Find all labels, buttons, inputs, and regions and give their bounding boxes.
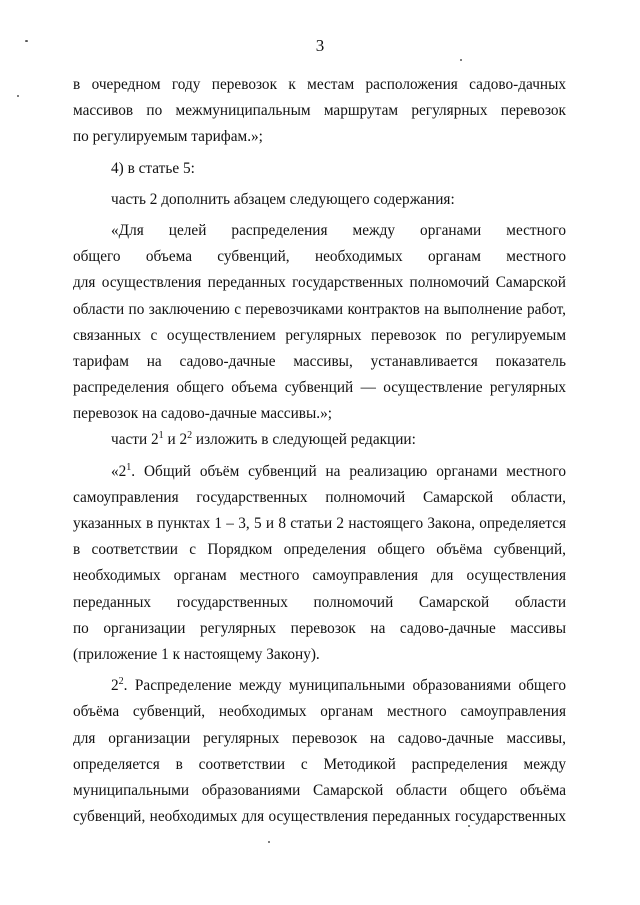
- text-line: объёма субвенций, необходимых органам местного самоуправления: [73, 703, 566, 721]
- page-number: 3: [315, 36, 325, 55]
- text-line: в очередном году перевозок к местам расположения садово-дачных: [73, 76, 566, 93]
- text-line: $2^2$. Распределение между муниципальными образованиями общего: [111, 676, 566, 695]
- text-line: переданных государственных полномочий Самарской области: [73, 593, 566, 611]
- text-line: 4) в статье 5:: [111, 159, 195, 177]
- text-line: субвенций, необходимых для осуществления переданных государственных: [73, 808, 566, 826]
- text-line: для осуществления переданных государственных полномочий Самарской: [73, 274, 566, 292]
- text-line: «Для целей распределения между органами местного: [111, 221, 566, 239]
- text-line: части $2^1$ и $2^2$ изложить в следующей редакции:: [111, 430, 416, 449]
- text-line: часть 2 дополнить абзацем следующего содержания:: [111, 190, 455, 208]
- text-line: необходимых органам местного самоуправления для осуществления: [73, 567, 566, 585]
- text-line: тарифам на садово-дачные массивы, устанавливается показатель: [73, 352, 566, 370]
- text-line: указанных в пунктах 1 – 3, 5 и 8 статьи 2 настоящего Закона, определяется: [73, 515, 566, 532]
- text-line: распределения общего объема субвенций — осуществление регулярных: [73, 379, 566, 397]
- text-line: определяется в соответствии с Методикой распределения между: [73, 755, 566, 773]
- text-line: области по заключению с перевозчиками контрактов на выполнение работ,: [73, 300, 566, 318]
- text-line: самоуправления государственных полномочий Самарской области,: [73, 488, 566, 506]
- text-line: (приложение 1 к настоящему Закону).: [73, 645, 320, 663]
- text-line: по организации регулярных перевозок на садово-дачные массивы: [73, 619, 566, 637]
- body-text: [73, 72, 566, 830]
- text-line: массивов по межмуниципальным маршрутам регулярных перевозок: [73, 102, 566, 120]
- text-line: «$2^1$. Общий объём субвенций на реализацию органами местного: [111, 461, 566, 480]
- text-line: общего объема субвенций, необходимых органам местного: [73, 248, 566, 266]
- text-line: по регулируемым тарифам.»;: [73, 128, 263, 146]
- text-line: для организации регулярных перевозок на садово-дачные массивы,: [73, 729, 566, 747]
- text-line: перевозок на садово-дачные массивы.»;: [73, 405, 332, 423]
- text-line: связанных с осуществлением регулярных перевозок по регулируемым: [73, 326, 566, 344]
- text-line: муниципальными образованиями Самарской области общего объёма: [73, 781, 566, 799]
- text-line: в соответствии с Порядком определения общего объёма субвенций,: [73, 541, 566, 559]
